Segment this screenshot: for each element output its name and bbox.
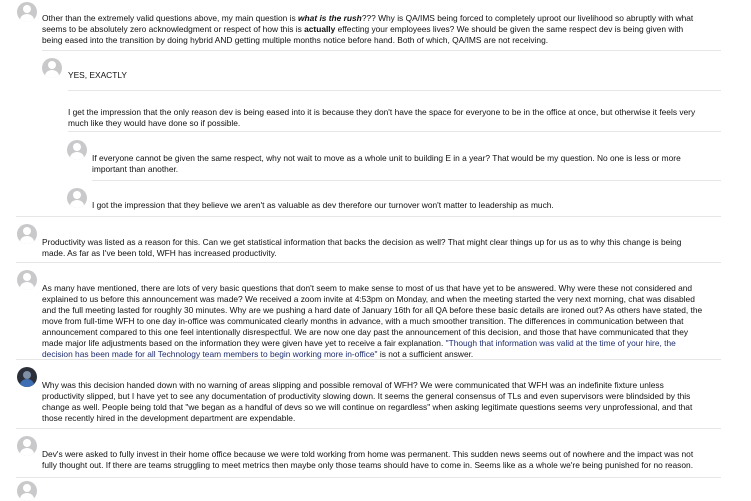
avatar	[17, 2, 37, 22]
post-text: Productivity was listed as a reason for this. Can we get statistical information that backs the decision as well? That might clear things up for us as to why this change is being made. As far as I've been told, WFH has increased productivity.	[42, 237, 682, 258]
avatar	[17, 270, 37, 290]
divider	[16, 477, 721, 478]
divider	[68, 90, 721, 91]
post-text: I get the impression that the only reason dev is being eased into it is because they don't have the space for everyone to be in the office at once, but otherwise it feels very much like they would have done so if possible.	[68, 107, 696, 128]
avatar	[17, 367, 37, 387]
emphasis: what is the rush	[298, 13, 362, 23]
post-text: As many have mentioned, there are lots of very basic questions that don't seem to make sense to most of us that have yet to be answered. Why were these not considered and explained to us before this announcement was made? We received a zoom invite at 4:53pm on Monday, and when the meeting started the very next morning, chat was disabled and the full meeting lasted for roughly 30 minutes. Why are we pushing a hard date of January 16th for all QA before these basic details are ironed out? As others have stated, the move from full-time WFH to one day in-office was communicated clearly months in advance, with a much smoother transition. The differences in communication between that announcement compared to this one feel intentionally disrespectful. We are now one day past the announcement of this decision, and those that have communicated that they made major life adjustments based on the information they were given have yet to receive a fair explanation. "Though that information was valid at the time of your hire, the decision has been made for all Technology team members to begin working more in-office" is not a sufficient answer.	[42, 283, 703, 359]
post-text: I got the impression that they believe we aren't as valuable as dev therefore our turnover won't matter to leadership as much.	[92, 200, 554, 210]
avatar	[42, 58, 62, 78]
divider	[92, 180, 721, 181]
avatar	[17, 481, 37, 501]
divider	[16, 262, 721, 263]
post-text: If everyone cannot be given the same respect, why not wait to move as a whole unit to building E in a year? That would be my question. No one is less or more important than another.	[92, 153, 681, 174]
post-text: Why was this decision handed down with no warning of areas slipping and possible removal of WFH? We were communicated that WFH was an indefinite fixture unless productivity slipped, but I have yet to see any documentation of productivity slowing down. It seems the general consensus of TLs and even supervisors were blindsided by this change as well. People being told that "we began as a handful of devs so we will continue on regardless" when asking legitimate questions seems very unprofessional, and that those recently hired in the development department are expendable.	[42, 380, 693, 423]
avatar	[17, 436, 37, 456]
post-text: Other than the extremely valid questions above, my main question is what is the rush??? Why is QA/IMS being forced to completely uproot our livelihood so abruptly with what seems to be absolutely zero acknowledgment or respect of how this is actually effecting your employees lives? We should be given the same respect dev is being given with being eased into the transition by doing hybrid AND getting multiple months notice before hand. Both of which, QA/IMS are not receiving.	[42, 13, 694, 45]
avatar	[67, 140, 87, 160]
divider	[42, 50, 721, 51]
avatar	[17, 224, 37, 244]
divider	[16, 428, 721, 429]
divider	[68, 131, 721, 132]
divider	[16, 359, 721, 360]
bold-word: actually	[304, 24, 336, 34]
post-text: YES, EXACTLY	[68, 70, 127, 80]
divider	[16, 216, 721, 217]
avatar	[67, 188, 87, 208]
quoted-statement: "Though that information was valid at the time of your hire, the decision has been made for all Technology team members to begin working more in-office"	[42, 338, 676, 359]
post-text: Dev's were asked to fully invest in their home office because we were told working from home was permanent. This sudden news seems out of nowhere and the impact was not fully thought out. If there are teams struggling to meet metrics then maybe only those teams should have to come in. Seems like as a whole we're being punished for no reason.	[42, 449, 694, 470]
